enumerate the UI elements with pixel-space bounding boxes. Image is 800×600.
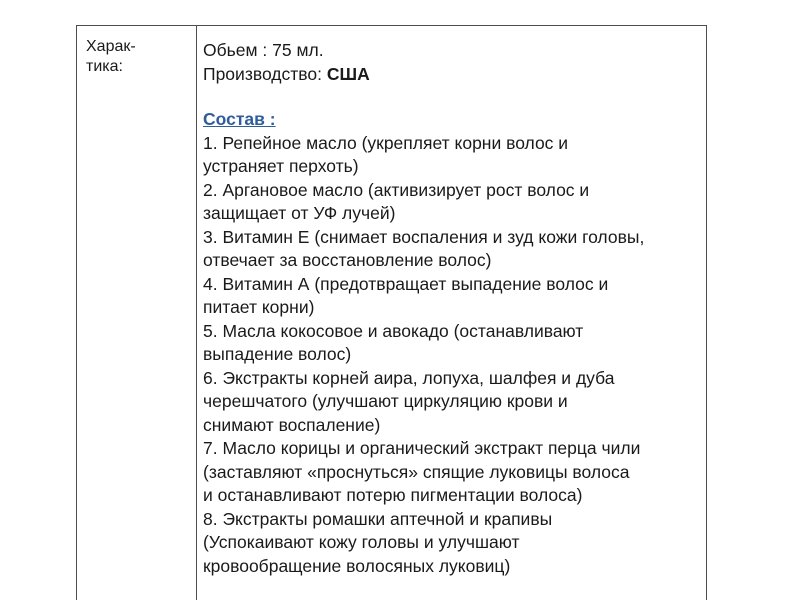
composition-item-line: 8. Экстракты ромашки аптечной и крапивы <box>203 508 553 529</box>
composition-item-line: кровообращение волосяных луковиц) <box>203 555 511 576</box>
composition-list <box>203 132 703 579</box>
composition-item <box>203 508 703 579</box>
composition-item <box>203 132 703 179</box>
composition-item-line: 4. Витамин А (предотвращает выпадение волос и <box>203 273 609 294</box>
production-label: Производство: <box>203 63 322 84</box>
label-line-2: тика: <box>86 58 123 75</box>
composition-item-line: защищает от УФ лучей) <box>203 203 396 223</box>
label-line-1: Харак- <box>86 38 136 55</box>
composition-item-line: питает корни) <box>203 297 315 317</box>
composition-item-line: и останавливают потерю пигментации волоса) <box>203 485 583 505</box>
composition-item <box>203 320 703 367</box>
composition-heading: Состав : <box>203 109 276 129</box>
composition-item-line: (заставляют «проснуться» спящие луковицы волоса <box>203 461 630 482</box>
composition-item-line: 5. Масла кокосовое и авокадо (останавливают <box>203 320 584 341</box>
composition-item-line: (Успокаивают кожу головы и улучшают <box>203 532 520 552</box>
spacer <box>203 86 703 108</box>
composition-item <box>203 367 703 438</box>
volume-label: Обьем : <box>203 40 268 60</box>
composition-item <box>203 437 703 508</box>
characteristics-content <box>203 39 703 578</box>
composition-item-line: 1. Репейное масло (укрепляет корни волос и <box>203 132 569 153</box>
production-row <box>203 63 703 87</box>
composition-item <box>203 273 703 320</box>
volume-row <box>203 39 703 63</box>
column-divider <box>196 25 197 600</box>
composition-item-line: 3. Витамин Е (снимает воспаления и зуд кожи головы, <box>203 226 645 247</box>
composition-item-line: 6. Экстракты корней аира, лопуха, шалфея и дуба <box>203 367 615 388</box>
composition-item-line: отвечает за восстановление волос) <box>203 250 492 270</box>
composition-item-line: 7. Масло корицы и органический экстракт перца чили <box>203 438 641 458</box>
composition-item-line: черешчатого (улучшают циркуляцию крови и <box>203 391 568 411</box>
composition-item <box>203 226 703 273</box>
volume-value: 75 мл. <box>272 40 324 60</box>
composition-item-line: 2. Аргановое масло (активизирует рост волос и <box>203 179 590 200</box>
characteristics-label <box>86 37 186 77</box>
production-value: США <box>326 63 370 84</box>
composition-item-line: снимают воспаление) <box>203 414 381 435</box>
composition-item-line: выпадение волос) <box>203 344 352 364</box>
composition-item-line: устраняет перхоть) <box>203 156 359 176</box>
composition-item <box>203 179 703 226</box>
